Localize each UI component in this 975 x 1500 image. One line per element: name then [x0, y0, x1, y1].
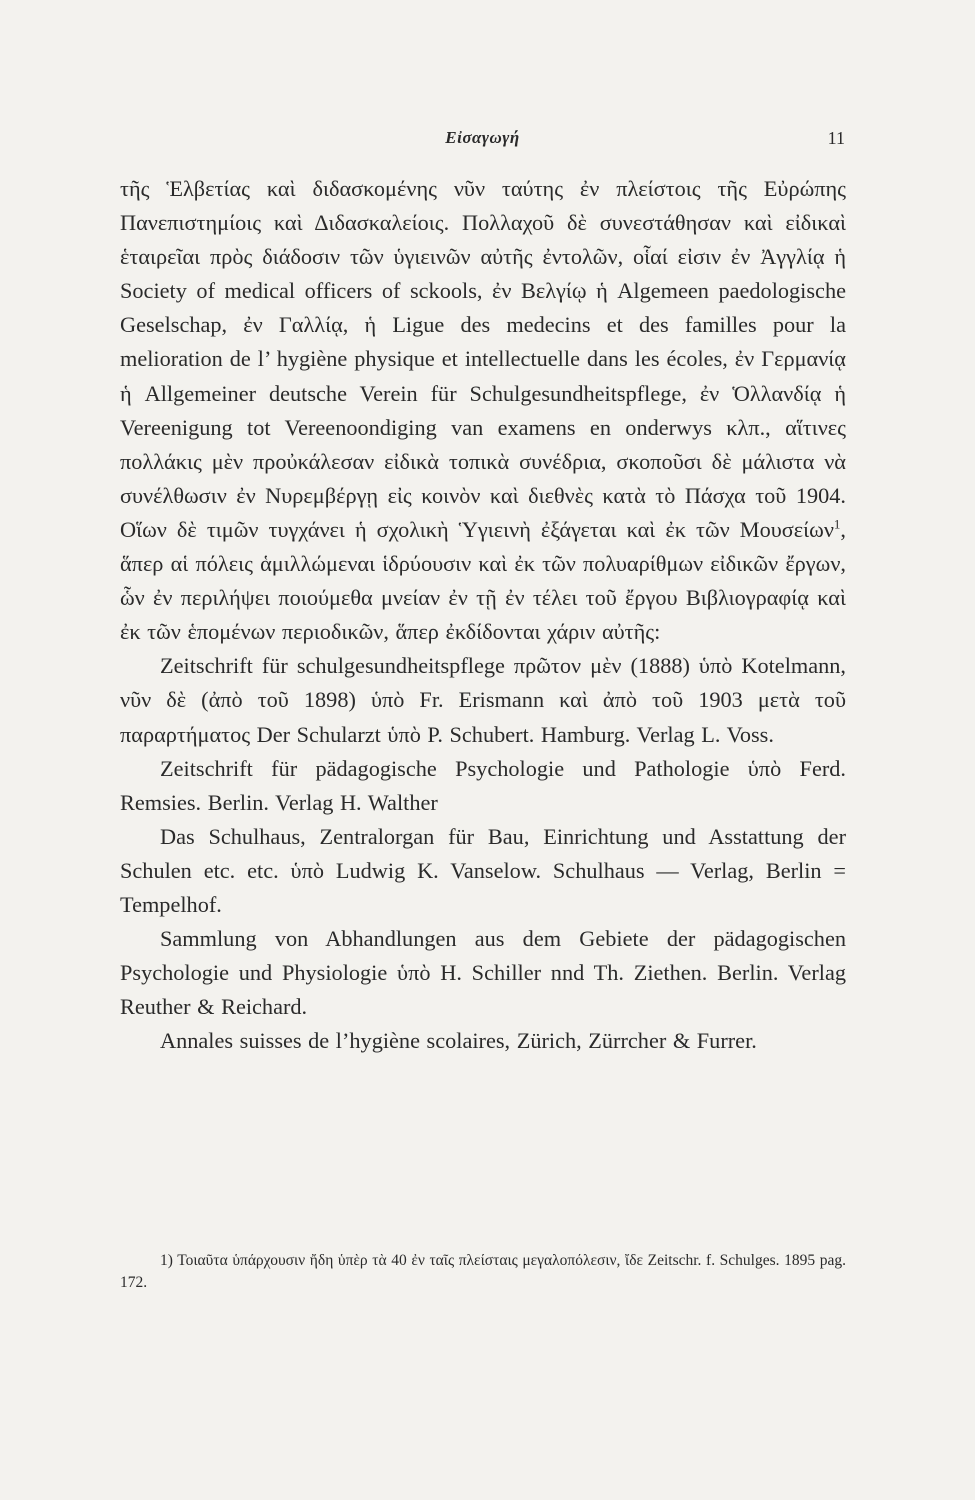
periodical-entry-3: Das Schulhaus, Zentralorgan für Bau, Einrichtung und Asstattung der Schulen etc. etc. ὑπὸ Ludwig K. Vanselow. Schulhaus — Verlag, Berlin = Tempelhof.	[120, 823, 846, 917]
footnote-reference: 1	[833, 516, 841, 532]
body-text	[120, 172, 846, 1058]
periodical-entry-1: Zeitschrift für schulgesundheitspflege πρῶτον μὲν (1888) ὑπὸ Kotelmann, νῦν δὲ (ἀπὸ τοῦ 1898) ὑπὸ Fr. Erismann καὶ ἀπὸ τοῦ 1903 μετὰ τοῦ παραρτήματος Der Schularzt ὑπὸ P. Schubert. Hamburg. Verlag L. Voss.	[120, 653, 846, 747]
running-title: Εἰσαγωγή	[445, 128, 520, 147]
footnotes	[120, 1250, 846, 1294]
paragraph-1-continuation: , ἅπερ αἱ πόλεις ἁμιλλώμεναι ἱδρύουσιν καὶ ἐκ τῶν πολυαρίθμων εἰδικῶν ἔργων, ὧν ἐν περιλήψει ποιούμεθα μνείαν ἐν τῇ ἐν τέλει τοῦ ἔργου Βιβλιογραφίᾳ καὶ ἐκ τῶν ἑπομένων περιοδικῶν, ἅπερ ἐκδίδονται χάριν αὐτῆς:	[120, 516, 846, 645]
periodical-entry-2: Zeitschrift für pädagogische Psychologie und Pathologie ὑπὸ Ferd. Remsies. Berlin. Verlag H. Walther	[120, 755, 846, 815]
periodical-entry-5: Annales suisses de l’hygiène scolaires, Zürich, Zürrcher & Furrer.	[160, 1028, 757, 1054]
periodical-entry-4: Sammlung von Abhandlungen aus dem Gebiete der pädagogischen Psychologie und Physiologie ὑπὸ H. Schiller nnd Th. Ziethen. Berlin. Verlag Reuther & Reichard.	[120, 926, 846, 1020]
paragraph-1-text: τῆς Ἑλβετίας καὶ διδασκομένης νῦν ταύτης ἐν πλείστοις τῆς Εὐρώπης Πανεπιστημίοις καὶ Διδασκαλείοις. Πολλαχοῦ δὲ συνεστάθησαν καὶ εἰδικαὶ ἑταιρεῖαι πρὸς διάδοσιν τῶν ὑγιεινῶν αὐτῆς ἐντολῶν, οἷαί εἰσιν ἐν Ἀγγλίᾳ ἡ Society of medical officers of sckools, ἐν Βελγίῳ ἡ Algemeen paedologische Geselschap, ἐν Γαλλίᾳ, ἡ Ligue des medecins et des familles pour la melioration de l’ hygiène physique et intellectuelle dans les écoles, ἐν Γερμανίᾳ ἡ Allgemeiner deutsche Verein für Schulgesundheitspflege, ἐν Ὁλλανδίᾳ ἡ Vereenigung tot Vereenoondiging van examens en onderwys κλπ., αἵτινες πολλάκις μὲν προὐκάλεσαν εἰδικὰ τοπικὰ συνέδρια, σκοποῦσι δὲ μάλιστα νὰ συνέλθωσιν ἐν Νυρεμβέργῃ εἰς κοινὸν καὶ διεθνὲς κατὰ τὸ Πάσχα τοῦ 1904. Οἵων δὲ τιμῶν τυγχάνει ἡ σχολικὴ Ὑγιεινὴ ἐξάγεται καὶ ἐκ τῶν Μουσείων	[120, 176, 846, 542]
footnote-1: 1) Τοιαῦτα ὑπάρχουσιν ἤδη ὑπὲρ τὰ 40 ἐν ταῖς πλείσταις μεγαλοπόλεσιν, ἴδε Zeitschr. f. Schulges. 1895 pag. 172.	[120, 1252, 846, 1291]
page-number: 11	[827, 128, 845, 148]
running-head	[120, 128, 845, 154]
paragraph-1	[120, 172, 846, 649]
